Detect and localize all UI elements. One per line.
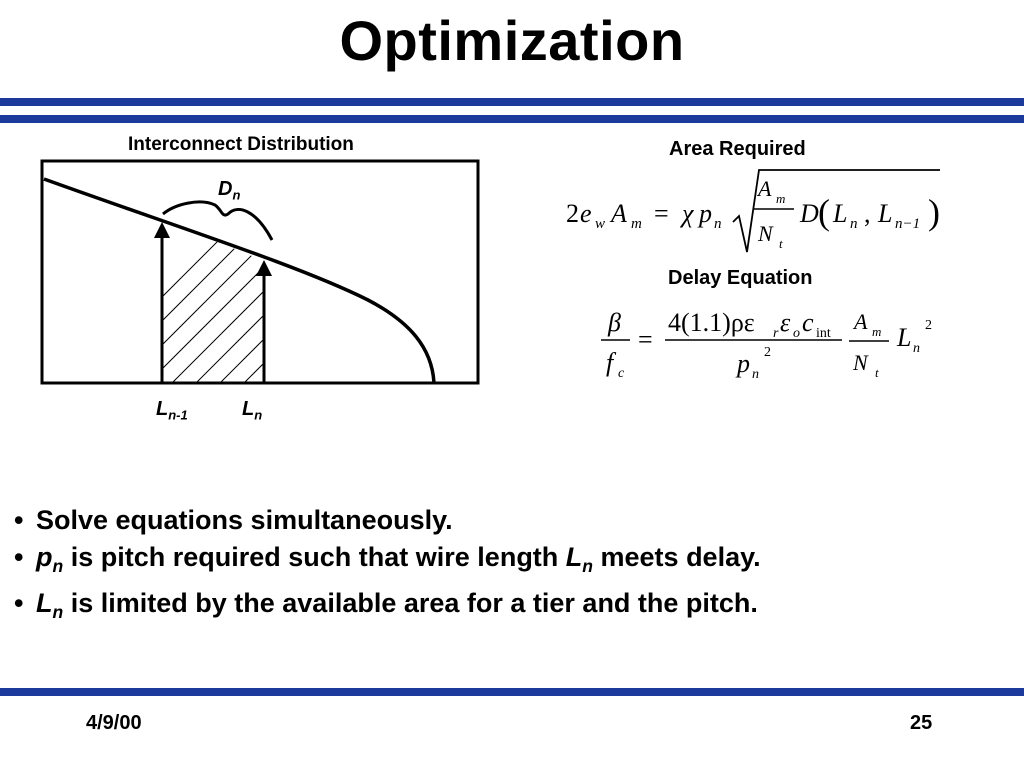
svg-text:2: 2 — [764, 345, 771, 360]
ln-label: $L_n$ — [242, 398, 263, 423]
svg-text:2: 2 — [925, 318, 932, 333]
svg-text:L: L — [878, 199, 893, 228]
svg-text:o: o — [793, 326, 800, 341]
svg-text:p: p — [737, 349, 750, 378]
page-number: 25 — [910, 712, 933, 734]
svg-text:n−1: n−1 — [895, 216, 921, 232]
svg-text:n: n — [850, 216, 858, 232]
svg-text:A: A — [611, 199, 627, 228]
dn-label: $D_n$ — [218, 178, 241, 203]
svg-text:D: D — [800, 199, 819, 228]
footer-date: 4/9/00 — [86, 712, 142, 734]
bullet-item: • Solve equations simultaneously. — [14, 505, 453, 535]
slide-title: Optimization — [339, 9, 685, 72]
svg-text:=: = — [638, 325, 653, 354]
bottom-rule — [0, 688, 1024, 696]
svg-text:,: , — [864, 199, 871, 228]
svg-text:): ) — [928, 192, 940, 232]
svg-text:p: p — [699, 199, 712, 228]
svg-text:ε: ε — [780, 308, 791, 337]
bullet-item: • $L_n$ is limited by the available area for a tier and the pitch. — [14, 588, 758, 623]
svg-text:N: N — [853, 350, 868, 375]
svg-text:f: f — [606, 348, 614, 377]
bullet-item: • $p_n$ is pitch required such that wire length $L_n$ meets delay. — [14, 542, 761, 577]
svg-text:n: n — [714, 216, 722, 232]
svg-text:β: β — [608, 308, 621, 337]
svg-text:L: L — [897, 323, 912, 352]
svg-text:t: t — [875, 365, 879, 380]
svg-text:c: c — [618, 366, 625, 381]
delay-heading: Delay Equation — [668, 267, 813, 289]
svg-text:A: A — [758, 176, 772, 201]
svg-text:n: n — [913, 341, 920, 356]
svg-text:χ: χ — [682, 199, 694, 228]
svg-text:r: r — [773, 326, 779, 341]
svg-text:m: m — [631, 216, 642, 232]
svg-text:m: m — [872, 324, 882, 339]
svg-text:N: N — [758, 221, 773, 246]
svg-text:int: int — [816, 326, 831, 341]
svg-text:4(1.1)ρε: 4(1.1)ρε — [668, 308, 755, 337]
svg-text:n: n — [752, 367, 759, 382]
svg-text:t: t — [779, 236, 783, 251]
bullet-list — [14, 502, 761, 631]
ln1-label: $L_{n-1}$ — [156, 398, 188, 423]
area-heading: Area Required — [669, 138, 806, 160]
svg-text:=: = — [654, 199, 669, 228]
svg-text:m: m — [776, 191, 786, 206]
svg-text:2: 2 — [566, 199, 579, 228]
svg-text:(: ( — [818, 192, 830, 232]
svg-text:c: c — [802, 308, 814, 337]
figure-caption: Interconnect Distribution — [128, 134, 354, 155]
svg-text:w: w — [595, 216, 606, 232]
svg-text:e: e — [580, 199, 592, 228]
svg-text:A: A — [854, 309, 868, 334]
svg-text:L: L — [833, 199, 848, 228]
